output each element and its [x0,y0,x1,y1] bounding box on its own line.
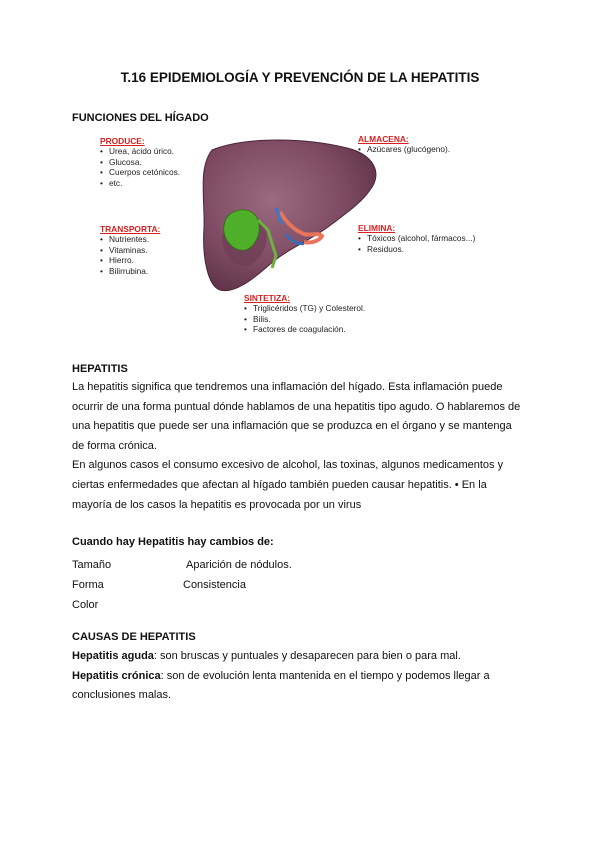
list-item: Consistencia [183,579,246,591]
list-item: • Factores de coagulación. [244,324,365,335]
causas-paragraph [72,647,532,706]
list-item: Aparición de nódulos. [186,559,292,571]
list-item: Color [72,599,99,611]
text-line: ciertas enfermedades que afectan al hígado también pueden causar hepatitis. • En la [72,478,487,491]
list-item: • Glucosa. [100,157,180,168]
hepatitis-paragraph-1 [72,378,532,515]
text-line [72,647,532,667]
label-sintetiza: SINTETIZA: [244,293,291,303]
label-elimina-group [358,223,475,254]
list-item: • Hierro. [100,255,160,266]
list-item: • Vitaminas. [100,245,160,256]
page-title: T.16 EPIDEMIOLOGÍA Y PREVENCIÓN DE LA HEPATITIS [120,70,480,85]
list-item: • Bilis. [244,314,365,325]
text-line: conclusiones malas. [72,689,172,702]
label-elimina: ELIMINA: [358,223,396,233]
section-heading-hepatitis: HEPATITIS [72,363,128,375]
text-cronica: : son de evolución lenta mantenida en el tiempo y podemos llegar a [160,669,490,682]
list-item: Tamaño [72,559,112,571]
label-sintetiza-group [244,293,365,335]
label-transporta: TRANSPORTA: [100,224,161,234]
list-item: • Azúcares (glucógeno). [358,144,450,155]
text-line: La hepatitis significa que tendremos una inflamación del hígado. Esta inflamación puede [72,381,503,393]
label-almacena: ALMACENA: [358,134,409,144]
list-item: • Nutrientes. [100,234,160,245]
cambios-right-list [183,555,292,595]
label-produce: PRODUCE: [100,136,145,146]
list-item: • Urea, ácido úrico. [100,146,180,157]
list-item: • Residuos. [358,244,475,255]
term-aguda: Hepatitis aguda [72,650,154,662]
list-sintetiza [244,303,365,335]
text-line: una hepatitis que puede ser una inflamación que se produzca en el órgano y se mantenga [72,420,512,433]
text-line: de forma crónica. [72,439,157,452]
term-cronica: Hepatitis crónica [72,669,161,682]
list-almacena [358,144,450,155]
label-produce-group [100,136,180,188]
text-aguda: : son bruscas y puntuales y desaparecen para bien o para mal. [153,650,461,662]
list-item: Forma [72,579,104,591]
list-transporta [100,234,160,276]
section-heading-funciones: FUNCIONES DEL HÍGADO [72,112,209,124]
section-heading-cambios: Cuando hay Hepatitis hay cambios de: [72,536,274,548]
list-produce [100,146,180,188]
text-line [72,667,532,687]
list-elimina [358,233,475,254]
list-item: • Bilirrubina. [100,266,160,277]
list-item: • etc. [100,178,180,189]
text-line: mayoría de los casos la hepatitis es provocada por un virus [72,498,362,511]
section-heading-causas: CAUSAS DE HEPATITIS [72,631,196,643]
list-item: • Tóxicos (alcohol, fármacos...) [358,233,475,244]
text-line: En algunos casos el consumo excesivo de alcohol, las toxinas, algunos medicamentos y [72,459,504,472]
list-item: • Cuerpos cetónicos. [100,167,180,178]
label-transporta-group [100,224,160,276]
text-line: ocurrir de una forma puntual dónde hablamos de una hepatitis tipo agudo. O hablaremos de [72,400,521,413]
liver-figure [72,128,532,348]
cambios-left-list [72,555,111,615]
list-item: • Triglicéridos (TG) y Colesterol. [244,303,365,314]
label-almacena-group [358,134,450,155]
